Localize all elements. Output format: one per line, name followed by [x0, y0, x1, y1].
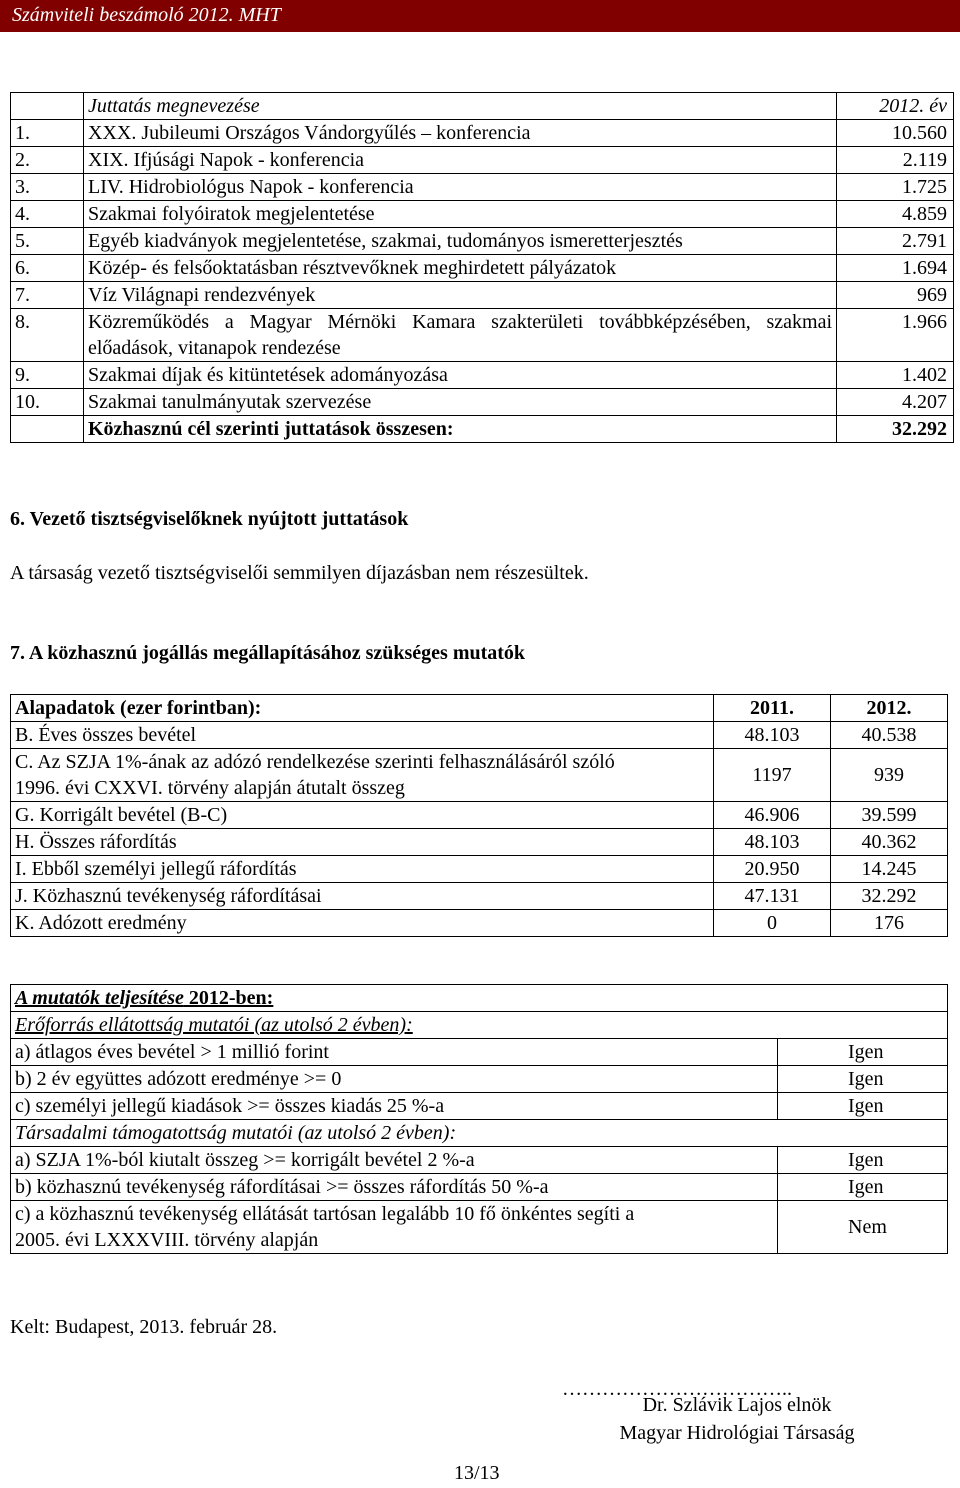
base-data-table — [10, 694, 948, 937]
table-row: 6. Közép- és felsőoktatásban résztvevőknek meghirdetett pályázatok 1.694 — [11, 255, 954, 282]
column-header-2012: 2012. — [831, 695, 948, 722]
table-row: c) személyi jellegű kiadások >= összes kiadás 25 %-a Igen — [11, 1093, 948, 1120]
table-row: a) SZJA 1%-ból kiutalt összeg >= korrigált bevétel 2 %-a Igen — [11, 1147, 948, 1174]
table-header-row — [11, 93, 954, 120]
signature-line: …………………………….. — [562, 1378, 792, 1400]
table-row: I. Ebből személyi jellegű ráfordítás 20.950 14.245 — [11, 856, 948, 883]
table-row: 3. LIV. Hidrobiológus Napok - konferencia 1.725 — [11, 174, 954, 201]
group-title-row — [11, 1120, 948, 1147]
section-6-heading: 6. Vezető tisztségviselőknek nyújtott juttatások — [10, 508, 409, 530]
group-2-title: Társadalmi támogatottság mutatói (az utolsó 2 évben): — [11, 1120, 948, 1147]
table-row: H. Összes ráfordítás 48.103 40.362 — [11, 829, 948, 856]
table-row: 4. Szakmai folyóiratok megjelentetése 4.859 — [11, 201, 954, 228]
table-row: 1. XXX. Jubileumi Országos Vándorgyűlés – konferencia 10.560 — [11, 120, 954, 147]
table-row: 2. XIX. Ifjúsági Napok - konferencia 2.119 — [11, 147, 954, 174]
total-amount: 32.292 — [837, 416, 954, 443]
document-header: Számviteli beszámoló 2012. MHT — [0, 0, 960, 32]
table-row: 10. Szakmai tanulmányutak szervezése 4.207 — [11, 389, 954, 416]
page-number: 13/13 — [454, 1462, 500, 1484]
table-header-row — [11, 695, 948, 722]
organization-name: Magyar Hidrológiai Társaság — [619, 1422, 855, 1444]
table-row: b) közhasznú tevékenység ráfordításai >= összes ráfordítás 50 %-a Igen — [11, 1174, 948, 1201]
table-row: K. Adózott eredmény 0 176 — [11, 910, 948, 937]
section-6-text: A társaság vezető tisztségviselői semmilyen díjazásban nem részesültek. — [10, 562, 589, 584]
indicators-title-row — [11, 985, 948, 1012]
table-row: G. Korrigált bevétel (B-C) 46.906 39.599 — [11, 802, 948, 829]
benefits-table — [10, 92, 954, 443]
table-row: 7. Víz Világnapi rendezvények 969 — [11, 282, 954, 309]
column-header-label: Juttatás megnevezése — [84, 93, 837, 120]
table-row: 9. Szakmai díjak és kitüntetések adományozása 1.402 — [11, 362, 954, 389]
table-row: 5. Egyéb kiadványok megjelentetése, szakmai, tudományos ismeretterjesztés 2.791 — [11, 228, 954, 255]
total-label: Közhasznú cél szerinti juttatások összesen: — [84, 416, 837, 443]
table-row: b) 2 év együttes adózott eredménye >= 0 Igen — [11, 1066, 948, 1093]
place-date: Kelt: Budapest, 2013. február 28. — [10, 1316, 278, 1338]
total-row — [11, 416, 954, 443]
table-row: a) átlagos éves bevétel > 1 millió forint Igen — [11, 1039, 948, 1066]
table-row: B. Éves összes bevétel 48.103 40.538 — [11, 722, 948, 749]
section-7-heading: 7. A közhasznú jogállás megállapításához szükséges mutatók — [10, 642, 526, 664]
group-1-title: Erőforrás ellátottság mutatói (az utolsó 2 évben): — [11, 1012, 948, 1039]
table-row: c) a közhasznú tevékenység ellátását tartósan legalább 10 fő önkéntes segíti a 2005. évi LXXXVIII. törvény alapján Nem — [11, 1201, 948, 1254]
table-row: 8. Közreműködés a Magyar Mérnöki Kamara szakterületi továbbképzésében, szakmai előadások, vitanapok rendezése 1.966 — [11, 309, 954, 362]
signer-name: Dr. Szlávik Lajos elnök — [642, 1394, 832, 1416]
indicators-title-year: 2012-ben: — [183, 987, 274, 1009]
table-row: J. Közhasznú tevékenység ráfordításai 47.131 32.292 — [11, 883, 948, 910]
column-header-2011: 2011. — [714, 695, 831, 722]
indicators-table — [10, 984, 948, 1254]
indicators-title: A mutatók teljesítése — [15, 987, 184, 1009]
base-header-label: Alapadatok (ezer forintban): — [11, 695, 714, 722]
group-title-row — [11, 1012, 948, 1039]
column-header-year: 2012. év — [837, 93, 954, 120]
table-row: C. Az SZJA 1%-ának az adózó rendelkezése szerinti felhasználásáról szóló 1996. évi CXXVI. törvény alapján átutalt összeg 1197 939 — [11, 749, 948, 802]
